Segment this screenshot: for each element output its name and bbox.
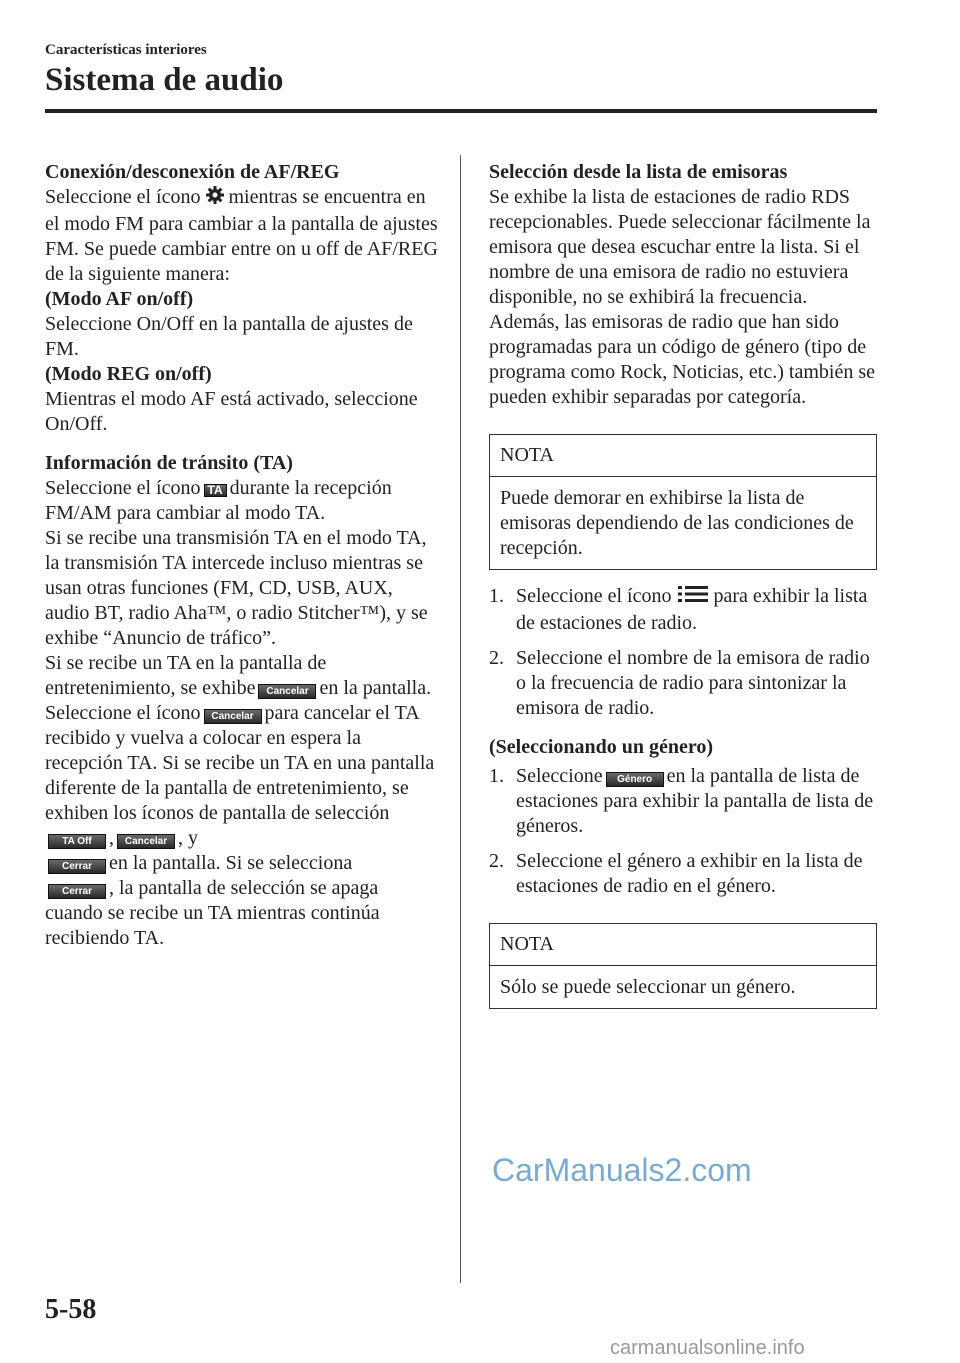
ta-heading: Información de tránsito (TA) [45, 452, 293, 474]
reg-mode-label: (Modo REG on/off) [45, 363, 212, 385]
step-text: Seleccione el género a exhibir en la lista de estaciones de radio en el género. [516, 850, 863, 897]
list-item [489, 764, 877, 839]
ta3-text-g: , la pantalla de selección se apaga cuando se recibe un TA mientras continúa recibiendo TA. [45, 877, 380, 949]
station-list-paragraph: Se exhibe la lista de estaciones de radio RDS recepcionables. Puede seleccionar fácilmente la emisora que desea escuchar entre la lista. Si el nombre de una emisora de radio no estuviera disponible, no se exhibirá la frecuencia. Además, las emisoras de radio que han sido programadas para un código de género (tipo de programa como Rock, Noticias, etc.) también se pueden exhibir separadas por categoría. [489, 186, 875, 408]
cerrar-button: Cerrar [48, 859, 106, 874]
note-heading: NOTA [490, 924, 876, 966]
ta-text-b: durante la recepción FM/AM para cambiar al modo TA. [45, 477, 392, 524]
note-heading: NOTA [490, 435, 876, 477]
ta-paragraph-2: Si se recibe una transmisión TA en el modo TA, la transmisión TA intercede incluso mientras se usan otras funciones (FM, CD, USB, AUX, audio BT, radio Aha™, o radio Stitcher™), y se exhibe “Anuncio de tráfico”. [45, 527, 428, 649]
gear-icon [205, 185, 225, 212]
afreg-text-a: Seleccione el ícono [45, 186, 201, 209]
step-text: Seleccione [516, 765, 603, 787]
watermark-logo: CarManuals2.com [492, 1152, 752, 1188]
left-column [45, 160, 440, 951]
step-number: 2. [489, 850, 504, 872]
step-text: en la pantalla de lista de estaciones para exhibir la pantalla de lista de géneros. [516, 765, 874, 837]
step-text: para exhibir la lista de estaciones de radio. [516, 585, 868, 634]
step-text: Seleccione el ícono [516, 585, 672, 608]
af-mode-label: (Modo AF on/off) [45, 288, 194, 310]
column-divider [460, 155, 461, 1283]
ta3-text-b: en la pantalla. Seleccione el ícono [45, 677, 432, 724]
genre-steps [489, 764, 877, 899]
list-item [489, 849, 877, 899]
note-body: Puede demorar en exhibirse la lista de emisoras dependiendo de las condiciones de recepción. [500, 487, 854, 559]
cancelar-button: Cancelar [204, 709, 262, 724]
station-list-steps [489, 584, 877, 721]
afreg-text-b: mientras se encuentra en el modo FM para cambiar a la pantalla de ajustes FM. Se puede cambiar entre on u off de AF/REG de la siguiente manera: [45, 186, 438, 285]
note-box-2 [489, 923, 877, 1009]
step-number: 1. [489, 585, 504, 607]
ta-icon-button: TA [204, 484, 227, 497]
ta3-text-f: en la pantalla. Si se selecciona [109, 852, 353, 874]
footer-site-mark: carmanualsonline.info [610, 1337, 805, 1359]
ta3-text-d: , [109, 827, 114, 849]
station-list-heading: Selección desde la lista de emisoras [489, 161, 788, 183]
ta-paragraph-1 [45, 476, 440, 526]
title-rule [45, 109, 877, 113]
list-item [489, 584, 877, 636]
step-number: 1. [489, 765, 504, 787]
genero-button: Género [606, 772, 664, 787]
list-item [489, 646, 877, 721]
cerrar-button: Cerrar [48, 884, 106, 899]
ta3-text-c: para cancelar el TA recibido y vuelva a colocar en espera la recepción TA. Si se recibe un TA en una pantalla diferente de la pantalla de entretenimiento, se exhiben los íconos de pantalla de selección [45, 702, 435, 824]
right-column [489, 160, 877, 1009]
ta-text-a: Seleccione el ícono [45, 477, 201, 499]
cancelar-button: Cancelar [117, 834, 175, 849]
reg-mode-text: Mientras el modo AF está activado, seleccione On/Off. [45, 388, 418, 435]
step-text: Seleccione el nombre de la emisora de radio o la frecuencia de radio para sintonizar la emisora de radio. [516, 647, 870, 719]
ta3-text-e: , y [178, 827, 198, 849]
section-label: Características interiores [45, 42, 207, 58]
afreg-paragraph [45, 185, 440, 287]
af-mode-text: Seleccione On/Off en la pantalla de ajustes de FM. [45, 313, 413, 360]
afreg-heading: Conexión/desconexión de AF/REG [45, 161, 340, 183]
ta3-text-a: Si se recibe un TA en la pantalla de entretenimiento, se exhibe [45, 652, 327, 699]
ta-paragraph-3 [45, 651, 440, 951]
note-box-1 [489, 434, 877, 570]
cancelar-button: Cancelar [258, 684, 316, 699]
page-number: 5-58 [45, 1294, 97, 1325]
step-number: 2. [489, 647, 504, 669]
genre-heading: (Seleccionando un género) [489, 736, 714, 758]
ta-off-button: TA Off [48, 834, 106, 849]
list-icon [676, 584, 710, 611]
page-title: Sistema de audio [45, 62, 284, 98]
note-body: Sólo se puede seleccionar un género. [500, 976, 796, 998]
